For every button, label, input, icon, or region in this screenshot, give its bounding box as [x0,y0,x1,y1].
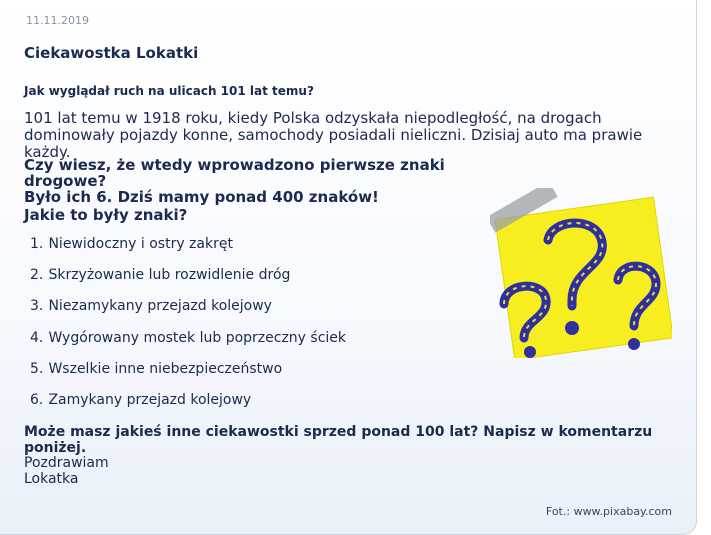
list-number: 3. [30,298,44,315]
list-item [30,298,346,329]
post-intro: 101 lat temu w 1918 roku, kiedy Polska odzyskała niepodległość, na drogach dominowały pojazdy konne, samochody posiadali nieliczni. Dzisiaj auto ma prawie każdy. [24,109,643,161]
sticky-note-question-marks-icon [490,188,672,358]
list-label: Wygórowany mostek lub poprzeczny ściek [48,329,347,346]
list-number: 2. [30,267,44,284]
post-subtitle: Jak wyglądał ruch na ulicach 101 lat temu? [24,84,314,98]
list-number: 4. [30,329,44,346]
list-label: Wszelkie inne niebezpieczeństwo [48,360,283,377]
list-number: 5. [30,360,44,377]
list-label: Niewidoczny i ostry zakręt [48,236,233,252]
post-title: Ciekawostka Lokatki [24,44,199,62]
list-item [30,236,346,267]
highlight-line: Było ich 6. Dziś mamy ponad 400 znaków! [24,188,379,206]
photo-credit: Fot.: www.pixabay.com [545,505,672,518]
greeting [24,455,109,487]
list-label: Skrzyżowanie lub rozwidlenie dróg [48,267,291,284]
list-item [30,267,346,298]
post-highlight [24,157,524,205]
list-label: Niezamykany przejazd kolejowy [48,298,272,315]
greeting-line: Pozdrawiam [24,455,109,471]
signature: Lokatka [24,471,79,487]
signs-list [30,236,346,423]
signs-question: Jakie to były znaki? [24,206,188,224]
list-item [30,330,346,361]
highlight-line: Czy wiesz, że wtedy wprowadzono pierwsze znaki drogowe? [24,156,445,190]
list-item [30,361,346,392]
list-item [30,392,346,423]
list-label: Zamykany przejazd kolejowy [48,391,252,408]
post-date: 11.11.2019 [26,14,89,27]
list-number: 1. [30,236,44,252]
closing-question: Może masz jakieś inne ciekawostki sprzed ponad 100 lat? Napisz w komentarzu poniżej. [24,424,653,456]
list-number: 6. [30,391,44,408]
